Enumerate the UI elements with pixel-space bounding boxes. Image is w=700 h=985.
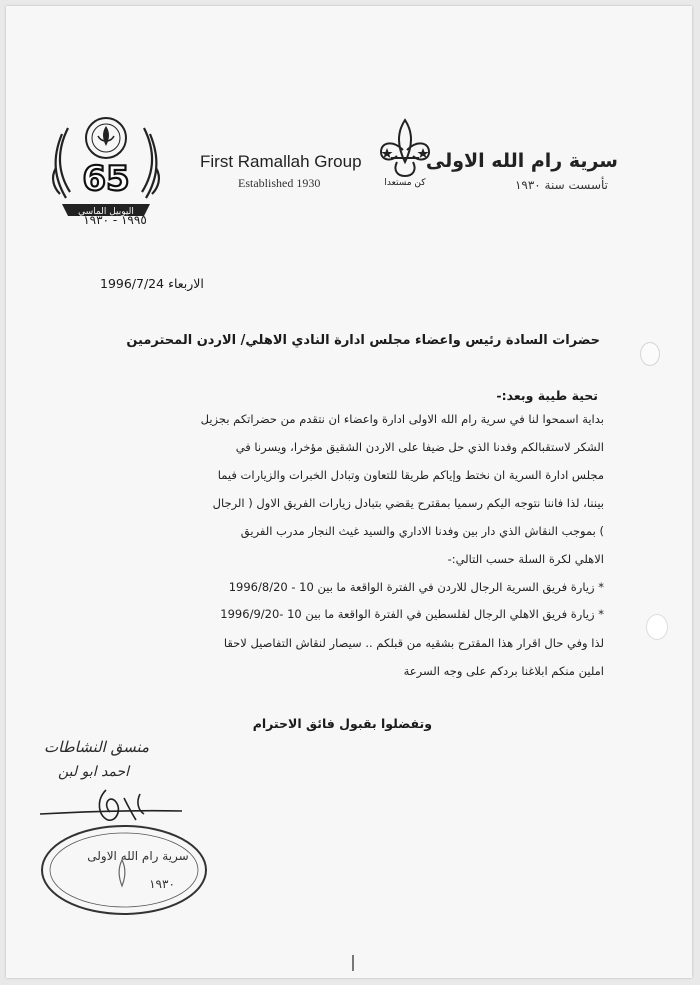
paragraph-line: بداية اسمحوا لنا في سرية رام الله الاولى ادارة واعضاء ان نتقدم من حضراتكم بجزيل — [200, 412, 604, 426]
closing-line: لذا وفي حال اقرار هذا المقترح بشقيه من قبلكم .. سيصار لنقاش التفاصيل لاحقا — [223, 636, 604, 650]
emblem-banner: اليوبيل الماسي — [78, 207, 134, 217]
stamp-text: سرية رام الله الاولى — [87, 849, 189, 863]
signature-title: منسق النشاطات — [44, 738, 150, 756]
fleur-motto: كن مستعدا — [384, 178, 426, 188]
punch-hole — [640, 342, 660, 366]
page-mark — [352, 955, 354, 971]
stamp — [38, 820, 210, 920]
letter-signoff: وتفضلوا بقبول فائق الاحترام — [252, 716, 432, 731]
paragraph-line: الشكر لاستقبالكم وفدنا الذي حل ضيفا على الاردن الشقيق مؤخرا، ويسرنا في — [235, 440, 604, 454]
letter-date: الاربعاء 1996/7/24 — [100, 276, 204, 291]
emblem-number: 65 — [82, 159, 130, 199]
stamp-year: ١٩٣٠ — [149, 877, 175, 891]
paragraph-line: ) بموجب النقاش الذي دار بين وفدنا الاداري والسيد غيث النجار مدرب الفريق — [240, 524, 604, 538]
paragraph-line: مجلس ادارة السرية ان نختط وإياكم طريقا للتعاون وتبادل الخبرات والزيارات فيما — [217, 468, 604, 482]
closing-line: املين منكم ابلاغنا بردكم على وجه السرعة — [403, 664, 604, 678]
bullet-item: * زيارة فريق السرية الرجال للاردن في الفترة الواقعة ما بين 10 - 1996/8/20 — [228, 580, 604, 594]
letter-greeting: تحية طيبة وبعد:- — [496, 388, 598, 403]
punch-hole — [646, 614, 668, 640]
group-name-en: First Ramallah Group — [200, 152, 362, 171]
emblem-years: ١٩٩٥ - ١٩٣٠ — [83, 213, 147, 227]
paragraph-line: بيننا، لذا فاننا نتوجه اليكم رسميا بمقترح يقضي بتبادل زيارات الفريق الاول ( الرجال — [212, 496, 604, 510]
letter-addressee: حضرات السادة رئيس واعضاء مجلس ادارة النادي الاهلي/ الاردن المحترمين — [126, 333, 600, 348]
paragraph-line: الاهلي لكرة السلة حسب التالي:- — [447, 552, 604, 566]
established-en: Established 1930 — [238, 176, 321, 190]
signature-name: احمد ابو لبن — [58, 764, 130, 780]
bullet-item: * زيارة فريق الاهلي الرجال لفلسطين في الفترة الواقعة ما بين 10 -1996/9/20 — [220, 607, 604, 621]
established-ar: تأسست سنة ١٩٣٠ — [514, 178, 608, 192]
group-name-ar: سرية رام الله الاولى — [425, 150, 618, 172]
